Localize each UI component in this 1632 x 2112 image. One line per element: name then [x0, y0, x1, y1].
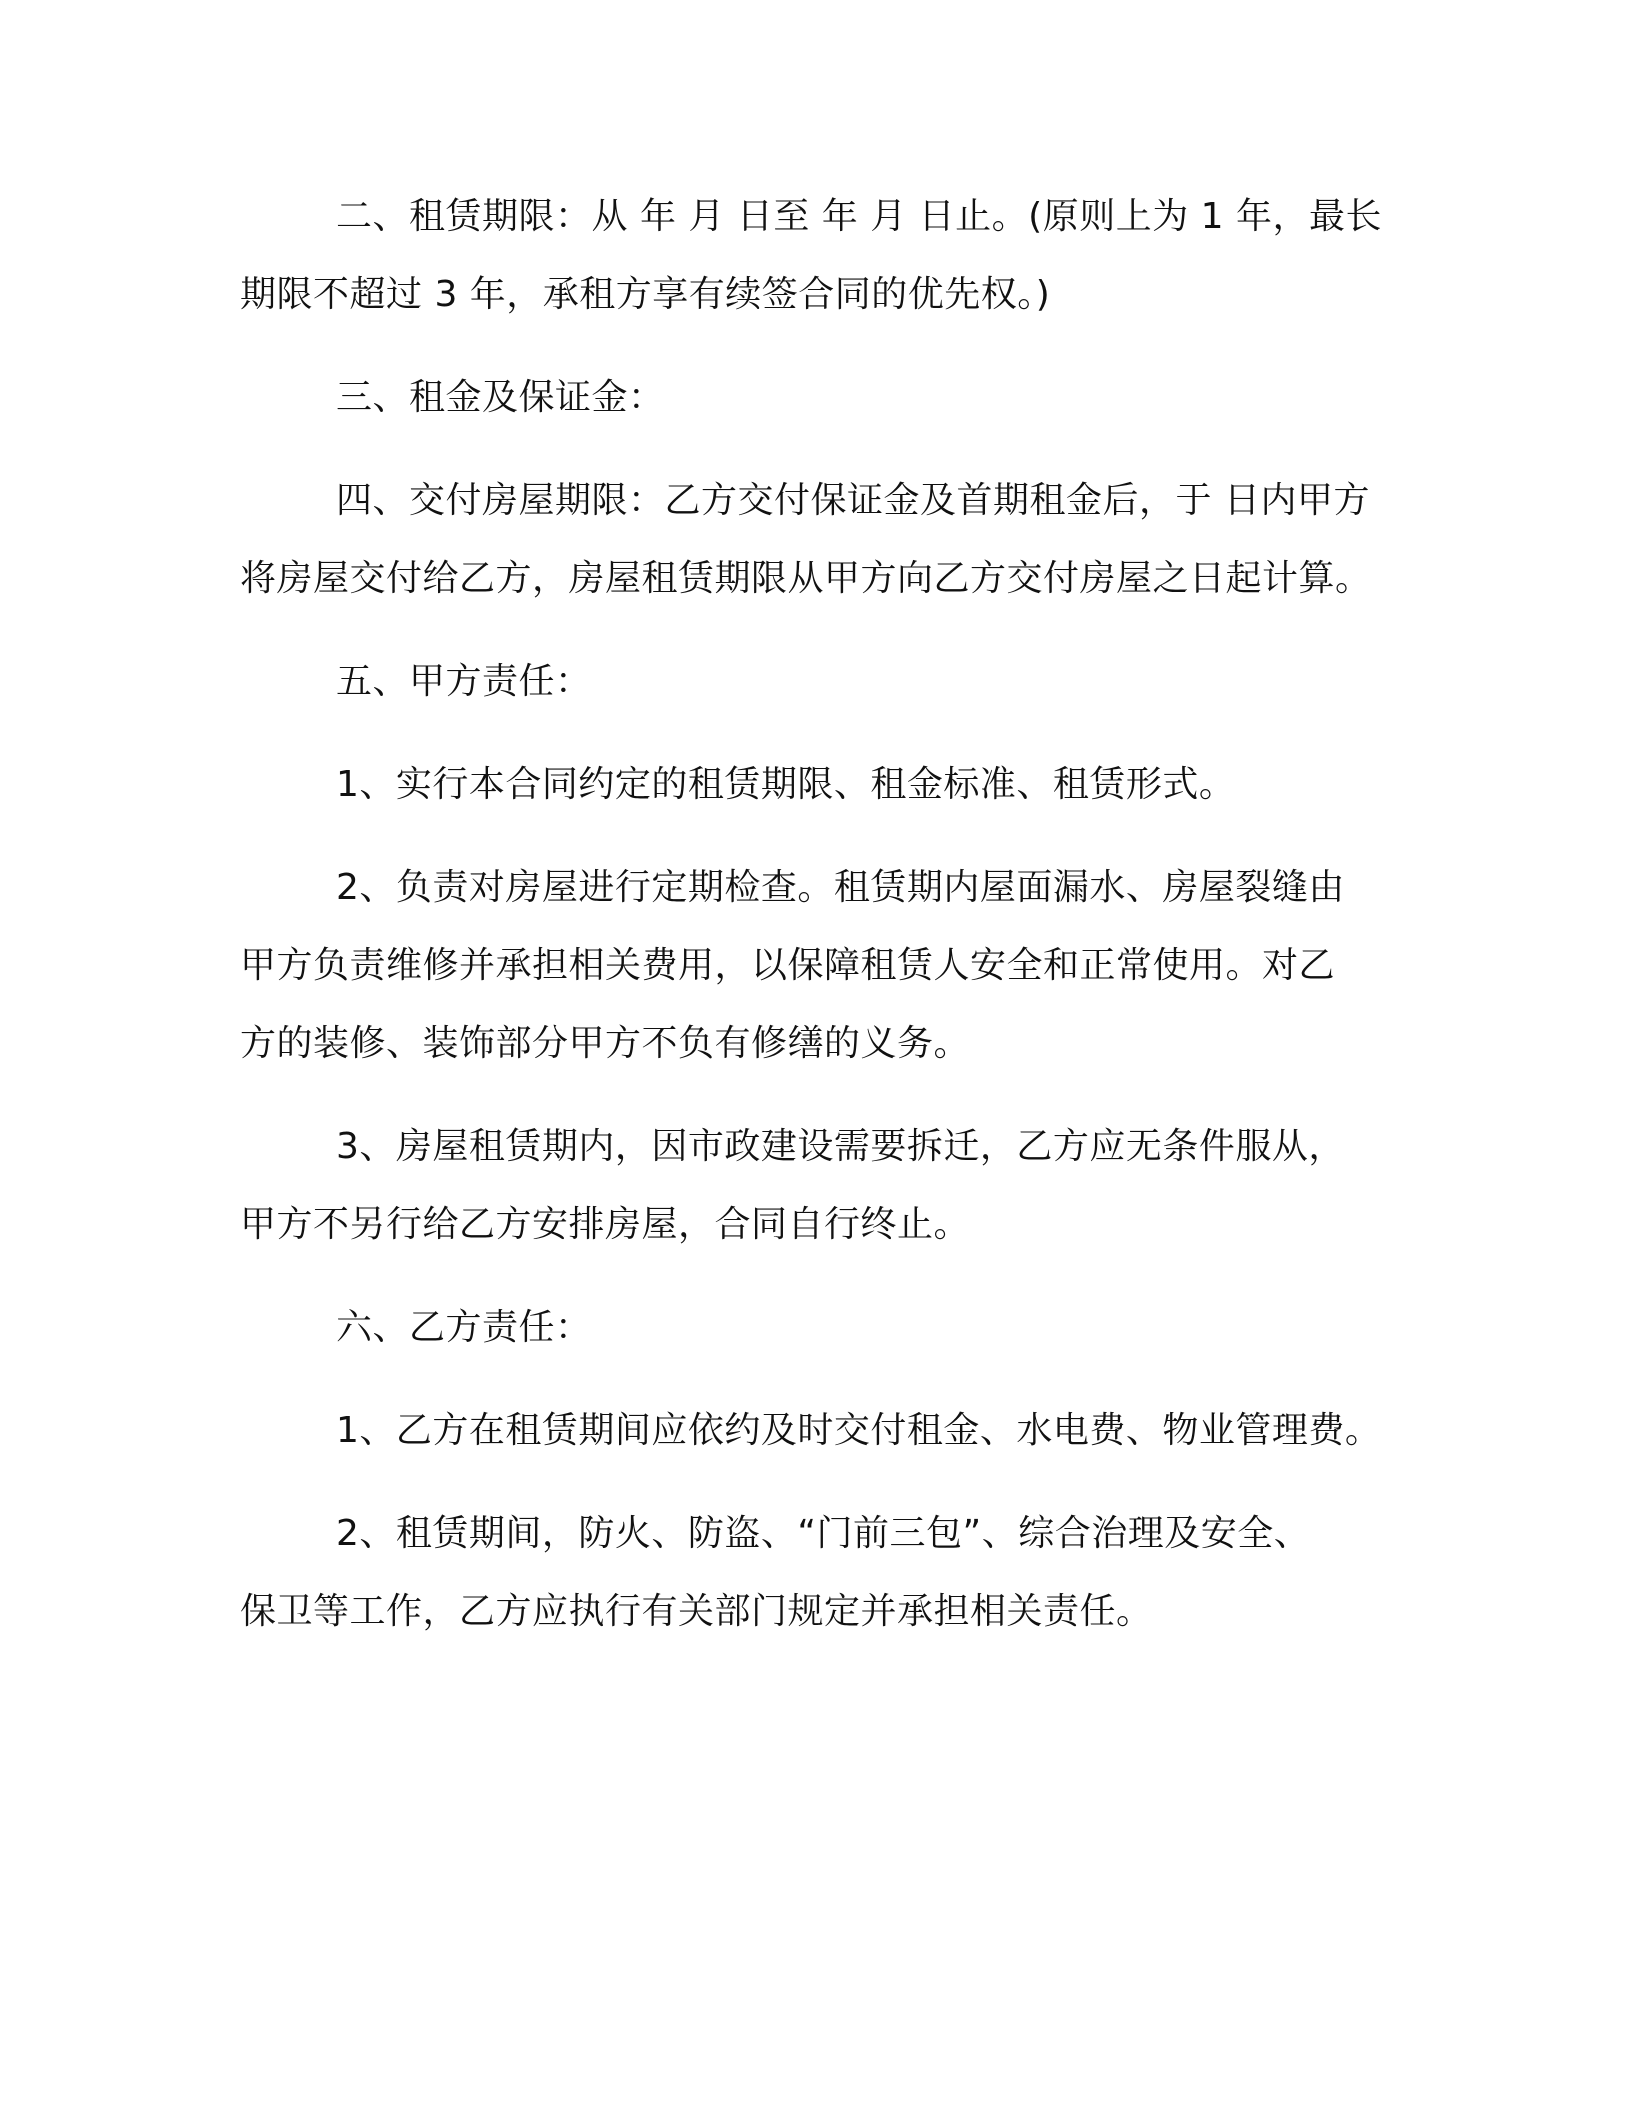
text-line: 2、负责对房屋进行定期检查。租赁期内屋面漏水、房屋裂缝由	[336, 867, 1345, 908]
paragraph-party-a-item-2	[240, 849, 1400, 1083]
paragraph-delivery-period	[240, 462, 1400, 618]
paragraph-party-a-item-1	[240, 746, 1400, 824]
text-line: 四、交付房屋期限：乙方交付保证金及首期租金后，于 日内甲方	[336, 480, 1370, 521]
paragraph-party-b-item-1	[240, 1392, 1400, 1470]
text-line: 1、实行本合同约定的租赁期限、租金标准、租赁形式。	[336, 764, 1236, 805]
text-line: 甲方不另行给乙方安排房屋，合同自行终止。	[240, 1204, 971, 1245]
text-line: 甲方负责维修并承担相关费用，以保障租赁人安全和正常使用。对乙	[240, 945, 1336, 986]
text-line: 2、租赁期间，防火、防盗、“门前三包”、综合治理及安全、	[336, 1513, 1311, 1554]
text-line: 3、房屋租赁期内，因市政建设需要拆迁，乙方应无条件服从，	[336, 1126, 1345, 1167]
text-line: 五、甲方责任：	[336, 661, 592, 702]
paragraph-rent-deposit	[240, 359, 1400, 437]
text-line: 期限不超过 3 年，承租方享有续签合同的优先权。)	[240, 274, 1051, 315]
text-line: 保卫等工作，乙方应执行有关部门规定并承担相关责任。	[240, 1591, 1153, 1632]
paragraph-party-a-item-3	[240, 1108, 1400, 1264]
text-line: 1、乙方在租赁期间应依约及时交付租金、水电费、物业管理费。	[336, 1410, 1382, 1451]
text-line: 将房屋交付给乙方，房屋租赁期限从甲方向乙方交付房屋之日起计算。	[240, 558, 1372, 599]
text-line: 三、租金及保证金：	[336, 377, 665, 418]
paragraph-lease-term	[240, 178, 1400, 334]
text-line: 方的装修、装饰部分甲方不负有修缮的义务。	[240, 1023, 971, 1064]
paragraph-party-b-item-2	[240, 1495, 1400, 1651]
section-heading-party-a	[240, 643, 1400, 721]
section-heading-party-b	[240, 1289, 1400, 1367]
text-line: 六、乙方责任：	[336, 1307, 592, 1348]
text-line: 二、租赁期限：从 年 月 日至 年 月 日止。(原则上为 1 年，最长	[336, 196, 1382, 237]
